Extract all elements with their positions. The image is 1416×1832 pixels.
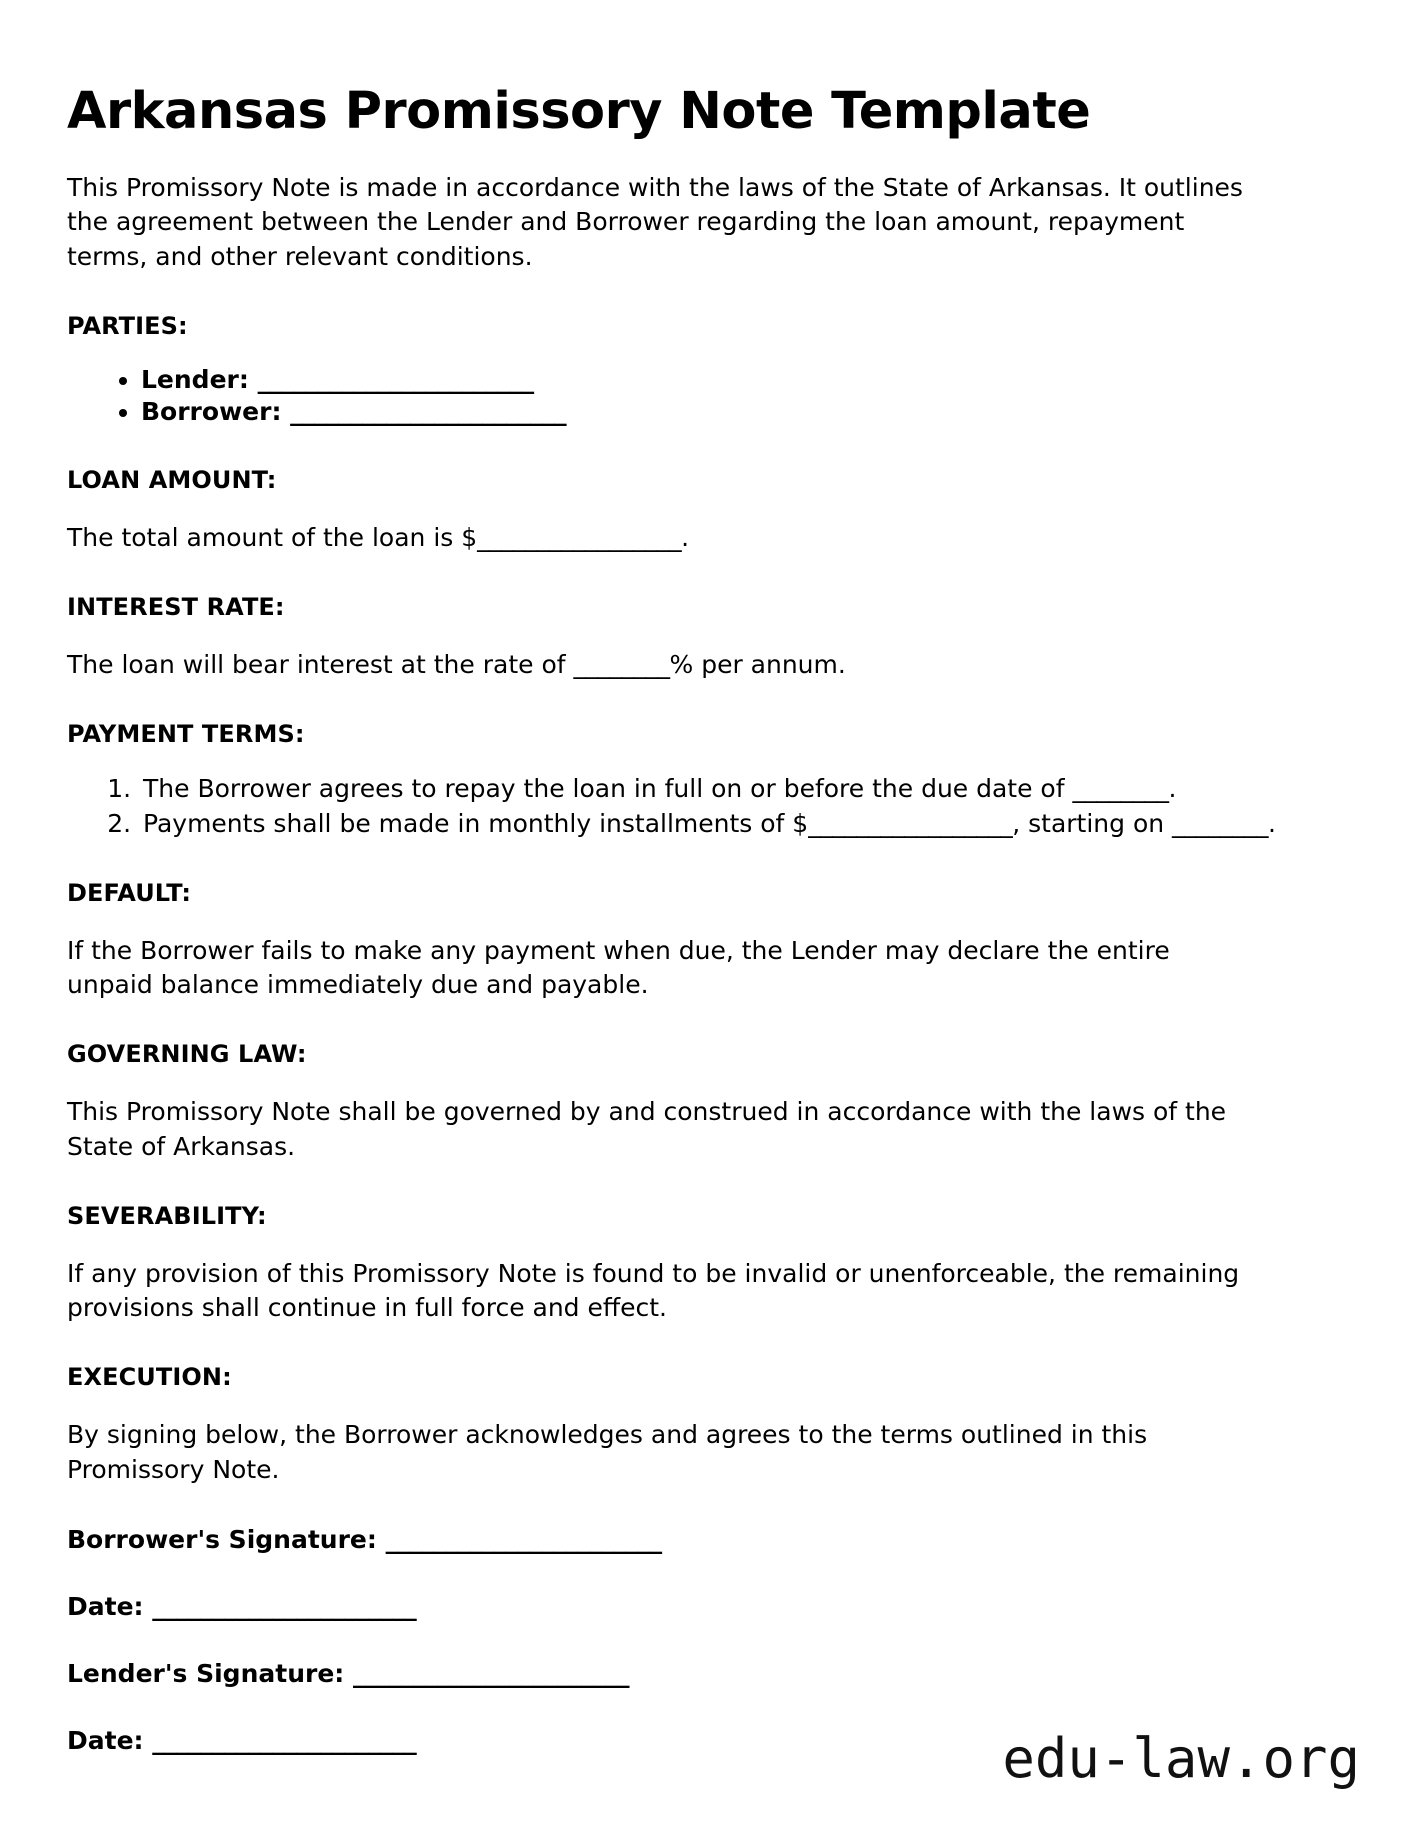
interest-rate-text-after: % per annum.	[669, 650, 846, 680]
intro-paragraph: This Promissory Note is made in accordance with the laws of the State of Arkansas. It outlines the agreement between the Lender and Borrower regarding the loan amount, repayment terms, and other relevant conditions.	[67, 173, 1243, 271]
loan-amount-paragraph	[67, 521, 1247, 555]
list-item	[139, 772, 1349, 806]
list-item	[141, 396, 1349, 428]
section-heading-loan-amount: LOAN AMOUNT:	[67, 465, 277, 494]
loan-amount-text-before: The total amount of the loan is $	[67, 522, 478, 552]
section-heading-execution: EXECUTION:	[67, 1363, 232, 1392]
interest-rate-text-before: The loan will bear interest at the rate of	[67, 650, 574, 680]
lender-date-blank: ______________________	[152, 1725, 417, 1755]
term2-text-middle: , starting on	[1012, 808, 1173, 838]
section-heading-default: DEFAULT:	[67, 878, 192, 907]
term1-blank: ________	[1072, 774, 1169, 804]
lender-date-label: Date:	[67, 1725, 153, 1755]
lender-signature-blank: _______________________	[352, 1658, 629, 1688]
section-heading-payment-terms: PAYMENT TERMS:	[67, 720, 305, 749]
section-heading-severability: SEVERABILITY:	[67, 1201, 267, 1230]
interest-rate-blank: ________	[573, 650, 670, 680]
borrower-date-label: Date:	[67, 1591, 153, 1621]
lender-blank: _______________________	[257, 364, 534, 394]
default-paragraph: If the Borrower fails to make any payment when due, the Lender may declare the entire unpaid balance immediately due and payable.	[67, 935, 1170, 1000]
page-title: Arkansas Promissory Note Template	[67, 82, 1091, 141]
section-heading-interest-rate: INTEREST RATE:	[67, 593, 285, 622]
loan-amount-text-after: .	[681, 522, 690, 552]
section-heading-parties: PARTIES:	[67, 311, 188, 340]
execution-paragraph: By signing below, the Borrower acknowledges and agrees to the terms outlined in this Promissory Note.	[67, 1420, 1148, 1484]
term1-text-after: .	[1168, 774, 1177, 804]
lender-label: Lender:	[141, 364, 249, 394]
governing-law-paragraph: This Promissory Note shall be governed by and construed in accordance with the laws of the State of Arkansas.	[67, 1097, 1227, 1161]
severability-paragraph: If any provision of this Promissory Note is found to be invalid or unenforceable, the remaining provisions shall continue in full force and effect.	[67, 1258, 1240, 1323]
term1-text-before: The Borrower agrees to repay the loan in full on or before the due date of	[143, 774, 1073, 804]
term2-text-after: .	[1268, 808, 1276, 838]
payment-terms-list	[67, 772, 1349, 841]
interest-rate-paragraph	[67, 648, 1247, 682]
lender-signature-label: Lender's Signature:	[67, 1658, 353, 1688]
term2-text-before: Payments shall be made in monthly installments of $	[143, 808, 809, 838]
list-item	[139, 807, 1349, 841]
parties-list	[67, 364, 1349, 428]
borrower-label: Borrower:	[141, 396, 282, 426]
borrower-blank: _______________________	[290, 396, 567, 426]
borrower-signature-line	[67, 1525, 1349, 1554]
term2-blank-date: ________	[1172, 808, 1269, 838]
site-watermark: edu-law.org	[1002, 1727, 1360, 1790]
loan-amount-blank: _________________	[477, 522, 682, 552]
list-item	[141, 364, 1349, 396]
borrower-date-blank: ______________________	[152, 1591, 417, 1621]
borrower-date-line	[67, 1592, 1349, 1621]
section-heading-governing-law: GOVERNING LAW:	[67, 1040, 307, 1069]
borrower-signature-blank: _______________________	[385, 1524, 662, 1554]
lender-signature-line	[67, 1659, 1349, 1688]
borrower-signature-label: Borrower's Signature:	[67, 1524, 386, 1554]
term2-blank-amount: _________________	[808, 808, 1013, 838]
